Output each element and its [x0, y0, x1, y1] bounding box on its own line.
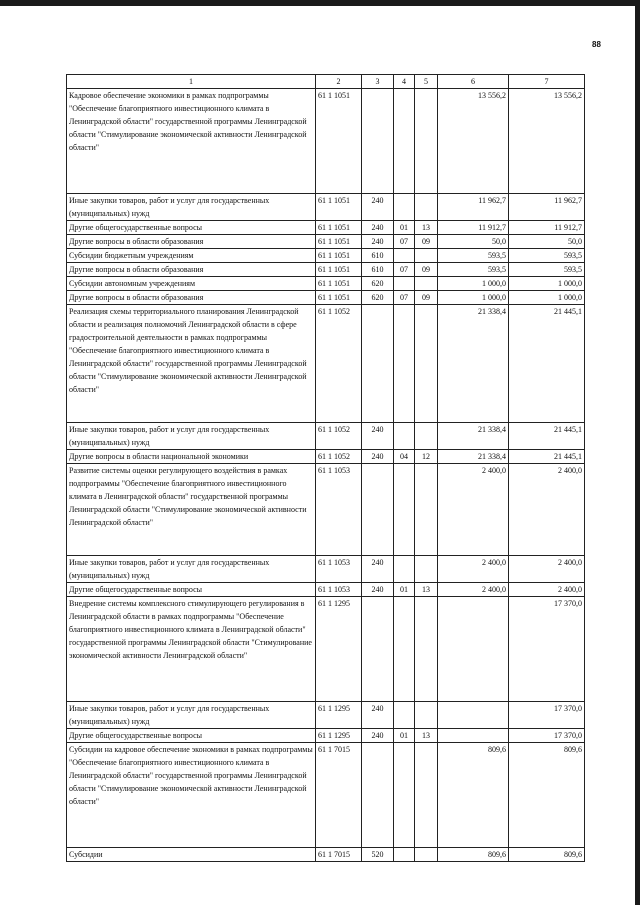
row-rz: [394, 702, 415, 729]
row-sum-2: 2 400,0: [509, 464, 585, 556]
row-vr: 240: [362, 423, 394, 450]
row-sum-2: 2 400,0: [509, 556, 585, 583]
table-row: [67, 423, 585, 450]
table-row: [67, 729, 585, 743]
header-col-2: 2: [316, 75, 362, 89]
row-pr: [415, 597, 438, 702]
row-name: Другие вопросы в области национальной экономики: [67, 450, 316, 464]
table-row: [67, 221, 585, 235]
row-name: Другие общегосударственные вопросы: [67, 583, 316, 597]
row-csr: 61 1 1295: [316, 729, 362, 743]
row-name: Реализация схемы территориального планирования Ленинградской области и реализация полномочий Ленинградской области в сфере градостроительной деятельности в рамках подпрограммы "Обеспечение благоприятного инвестиционного климата в Ленинградской области" государственной программы Ленинградской области "Стимулирование экономической активности Ленинградской области": [67, 305, 316, 423]
table-row: [67, 556, 585, 583]
row-sum-2: 50,0: [509, 235, 585, 249]
row-vr: [362, 305, 394, 423]
row-csr: 61 1 1053: [316, 583, 362, 597]
row-sum-2: 2 400,0: [509, 583, 585, 597]
row-sum-1: 593,5: [438, 249, 509, 263]
row-sum-2: 17 370,0: [509, 597, 585, 702]
row-rz: [394, 848, 415, 862]
row-name: Субсидии: [67, 848, 316, 862]
row-rz: [394, 277, 415, 291]
row-sum-1: [438, 729, 509, 743]
row-pr: 12: [415, 450, 438, 464]
row-name: Субсидии автономным учреждениям: [67, 277, 316, 291]
row-csr: 61 1 1295: [316, 597, 362, 702]
row-pr: [415, 464, 438, 556]
row-vr: [362, 743, 394, 848]
row-vr: [362, 597, 394, 702]
row-csr: 61 1 1052: [316, 423, 362, 450]
row-vr: 610: [362, 263, 394, 277]
row-sum-1: 21 338,4: [438, 450, 509, 464]
table-row: [67, 702, 585, 729]
row-sum-2: 21 445,1: [509, 423, 585, 450]
table-row: [67, 277, 585, 291]
row-sum-2: 11 962,7: [509, 194, 585, 221]
row-pr: [415, 743, 438, 848]
row-sum-1: 21 338,4: [438, 423, 509, 450]
row-vr: 240: [362, 702, 394, 729]
row-rz: 01: [394, 729, 415, 743]
row-rz: [394, 89, 415, 194]
header-col-7: 7: [509, 75, 585, 89]
row-rz: [394, 464, 415, 556]
row-vr: 240: [362, 556, 394, 583]
row-pr: 09: [415, 291, 438, 305]
row-pr: [415, 702, 438, 729]
table-row: [67, 89, 585, 194]
row-rz: 07: [394, 291, 415, 305]
row-name: Субсидии на кадровое обеспечение экономики в рамках подпрограммы "Обеспечение благоприятного инвестиционного климата в Ленинградской области" государственной программы Ленинградской области "Стимулирование экономической активности Ленинградской области": [67, 743, 316, 848]
row-sum-1: 11 912,7: [438, 221, 509, 235]
row-pr: 09: [415, 263, 438, 277]
row-vr: 620: [362, 277, 394, 291]
row-sum-2: 17 370,0: [509, 729, 585, 743]
row-sum-1: 21 338,4: [438, 305, 509, 423]
row-sum-2: 21 445,1: [509, 305, 585, 423]
table-row: [67, 450, 585, 464]
row-sum-1: 2 400,0: [438, 556, 509, 583]
row-sum-1: 1 000,0: [438, 291, 509, 305]
row-name: Другие общегосударственные вопросы: [67, 729, 316, 743]
row-sum-1: 2 400,0: [438, 583, 509, 597]
row-name: Другие общегосударственные вопросы: [67, 221, 316, 235]
row-sum-2: 17 370,0: [509, 702, 585, 729]
row-name: Субсидии бюджетным учреждениям: [67, 249, 316, 263]
row-vr: [362, 89, 394, 194]
table-row: [67, 597, 585, 702]
row-name: Кадровое обеспечение экономики в рамках подпрограммы "Обеспечение благоприятного инвестиционного климата в Ленинградской области" государственной программы Ленинградской области "Стимулирование экономической активности Ленинградской области": [67, 89, 316, 194]
header-col-1: 1: [67, 75, 316, 89]
row-name: Иные закупки товаров, работ и услуг для государственных (муниципальных) нужд: [67, 423, 316, 450]
row-csr: 61 1 1052: [316, 450, 362, 464]
row-sum-1: [438, 597, 509, 702]
row-sum-1: 809,6: [438, 848, 509, 862]
row-rz: [394, 423, 415, 450]
row-vr: 240: [362, 221, 394, 235]
table-row: [67, 464, 585, 556]
row-csr: 61 1 1051: [316, 235, 362, 249]
row-pr: [415, 848, 438, 862]
row-pr: [415, 423, 438, 450]
row-sum-1: 11 962,7: [438, 194, 509, 221]
row-name: Развитие системы оценки регулирующего воздействия в рамках подпрограммы "Обеспечение благоприятного инвестиционного климата в Ленинградской области" государственной программы Ленинградской области "Стимулирование экономической активности Ленинградской области": [67, 464, 316, 556]
row-sum-2: 809,6: [509, 848, 585, 862]
row-pr: [415, 305, 438, 423]
row-vr: 240: [362, 729, 394, 743]
table-row: [67, 263, 585, 277]
header-col-5: 5: [415, 75, 438, 89]
row-name: Иные закупки товаров, работ и услуг для государственных (муниципальных) нужд: [67, 556, 316, 583]
row-pr: 13: [415, 729, 438, 743]
scan-top-border: [0, 0, 640, 6]
row-rz: 07: [394, 263, 415, 277]
row-csr: 61 1 1051: [316, 194, 362, 221]
row-rz: [394, 743, 415, 848]
table-row: [67, 848, 585, 862]
row-rz: [394, 305, 415, 423]
row-csr: 61 1 7015: [316, 848, 362, 862]
row-sum-2: 809,6: [509, 743, 585, 848]
table-row: [67, 305, 585, 423]
table-row: [67, 235, 585, 249]
row-sum-1: 809,6: [438, 743, 509, 848]
budget-table: [66, 74, 585, 862]
row-vr: 240: [362, 450, 394, 464]
row-vr: 610: [362, 249, 394, 263]
row-vr: 240: [362, 583, 394, 597]
row-vr: 520: [362, 848, 394, 862]
row-pr: 13: [415, 583, 438, 597]
row-pr: [415, 194, 438, 221]
row-sum-2: 21 445,1: [509, 450, 585, 464]
row-rz: [394, 556, 415, 583]
row-rz: 01: [394, 221, 415, 235]
row-rz: 04: [394, 450, 415, 464]
row-csr: 61 1 1051: [316, 277, 362, 291]
row-csr: 61 1 1051: [316, 291, 362, 305]
row-csr: 61 1 1053: [316, 464, 362, 556]
row-csr: 61 1 1051: [316, 89, 362, 194]
row-vr: 240: [362, 235, 394, 249]
row-sum-1: 50,0: [438, 235, 509, 249]
row-pr: [415, 89, 438, 194]
row-csr: 61 1 1051: [316, 221, 362, 235]
table-row: [67, 583, 585, 597]
row-rz: [394, 597, 415, 702]
row-vr: 240: [362, 194, 394, 221]
table-row: [67, 249, 585, 263]
row-vr: 620: [362, 291, 394, 305]
row-pr: [415, 277, 438, 291]
row-name: Внедрение системы комплексного стимулирующего регулирования в Ленинградской области в рамках подпрограммы "Обеспечение благоприятного инвестиционного климата в Ленинградской области" государственной программы Ленинградской области "Стимулирование экономической активности Ленинградской области": [67, 597, 316, 702]
row-sum-1: 593,5: [438, 263, 509, 277]
row-csr: 61 1 1051: [316, 249, 362, 263]
row-csr: 61 1 7015: [316, 743, 362, 848]
row-sum-2: 11 912,7: [509, 221, 585, 235]
row-rz: [394, 249, 415, 263]
row-sum-2: 593,5: [509, 263, 585, 277]
row-csr: 61 1 1053: [316, 556, 362, 583]
header-col-6: 6: [438, 75, 509, 89]
table-row: [67, 194, 585, 221]
row-pr: [415, 556, 438, 583]
table-row: [67, 291, 585, 305]
row-pr: 13: [415, 221, 438, 235]
row-name: Иные закупки товаров, работ и услуг для государственных (муниципальных) нужд: [67, 194, 316, 221]
header-col-3: 3: [362, 75, 394, 89]
row-sum-2: 13 556,2: [509, 89, 585, 194]
row-sum-2: 1 000,0: [509, 277, 585, 291]
row-csr: 61 1 1295: [316, 702, 362, 729]
row-vr: [362, 464, 394, 556]
row-sum-1: [438, 702, 509, 729]
row-rz: 01: [394, 583, 415, 597]
row-pr: 09: [415, 235, 438, 249]
row-csr: 61 1 1052: [316, 305, 362, 423]
header-col-4: 4: [394, 75, 415, 89]
row-pr: [415, 249, 438, 263]
row-sum-2: 593,5: [509, 249, 585, 263]
row-sum-1: 13 556,2: [438, 89, 509, 194]
row-sum-1: 2 400,0: [438, 464, 509, 556]
row-name: Другие вопросы в области образования: [67, 291, 316, 305]
table-row: [67, 743, 585, 848]
row-name: Другие вопросы в области образования: [67, 263, 316, 277]
row-name: Другие вопросы в области образования: [67, 235, 316, 249]
table-header-row: [67, 75, 585, 89]
page-number: 88: [592, 40, 601, 49]
row-sum-2: 1 000,0: [509, 291, 585, 305]
row-csr: 61 1 1051: [316, 263, 362, 277]
row-rz: [394, 194, 415, 221]
row-name: Иные закупки товаров, работ и услуг для государственных (муниципальных) нужд: [67, 702, 316, 729]
row-sum-1: 1 000,0: [438, 277, 509, 291]
scan-right-border: [635, 0, 640, 905]
row-rz: 07: [394, 235, 415, 249]
